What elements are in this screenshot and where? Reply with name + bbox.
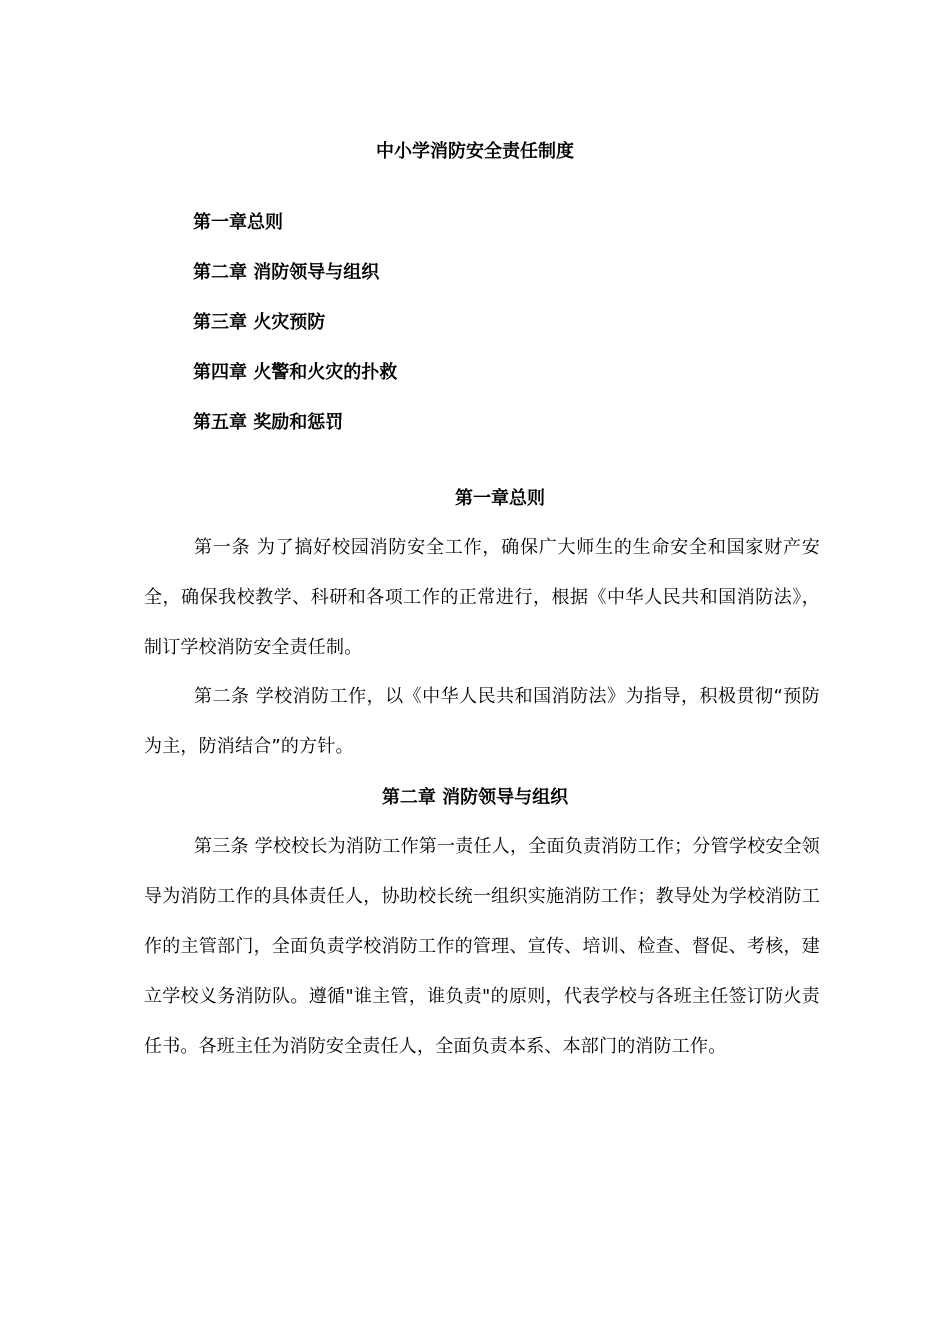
toc-item-chapter-2: 第二章 消防领导与组织 <box>193 262 380 283</box>
article-2-paragraph: 第二条 学校消防工作，以《中华人民共和国消防法》为指导，积极贯彻“预防为主，防消结合”的方针。 <box>144 686 820 757</box>
document-title: 中小学消防安全责任制度 <box>376 141 574 162</box>
article-3-paragraph: 第三条 学校校长为消防工作第一责任人，全面负责消防工作；分管学校安全领导为消防工作的具体责任人，协助校长统一组织实施消防工作；教导处为学校消防工作的主管部门，全面负责学校消防工作的管理、宣传、培训、检查、督促、考核，建立学校义务消防队。遵循"谁主管，谁负责"的原则，代表学校与各班主任签订防火责任书。各班主任为消防安全责任人，全面负责本系、本部门的消防工作。 <box>144 836 820 1057</box>
article-1-paragraph: 第一条 为了搞好校园消防安全工作，确保广大师生的生命安全和国家财产安全，确保我校教学、科研和各项工作的正常进行，根据《中华人民共和国消防法》，制订学校消防安全责任制。 <box>144 537 820 658</box>
toc-item-chapter-4: 第四章 火警和火灾的扑救 <box>193 362 398 383</box>
toc-item-chapter-3: 第三章 火灾预防 <box>193 312 326 333</box>
table-of-contents <box>193 210 397 460</box>
chapter-2-heading: 第二章 消防领导与组织 <box>381 787 569 808</box>
toc-item-chapter-5: 第五章 奖励和惩罚 <box>193 412 344 433</box>
toc-item-chapter-1: 第一章总则 <box>193 212 283 233</box>
chapter-1-heading: 第一章总则 <box>455 488 545 509</box>
